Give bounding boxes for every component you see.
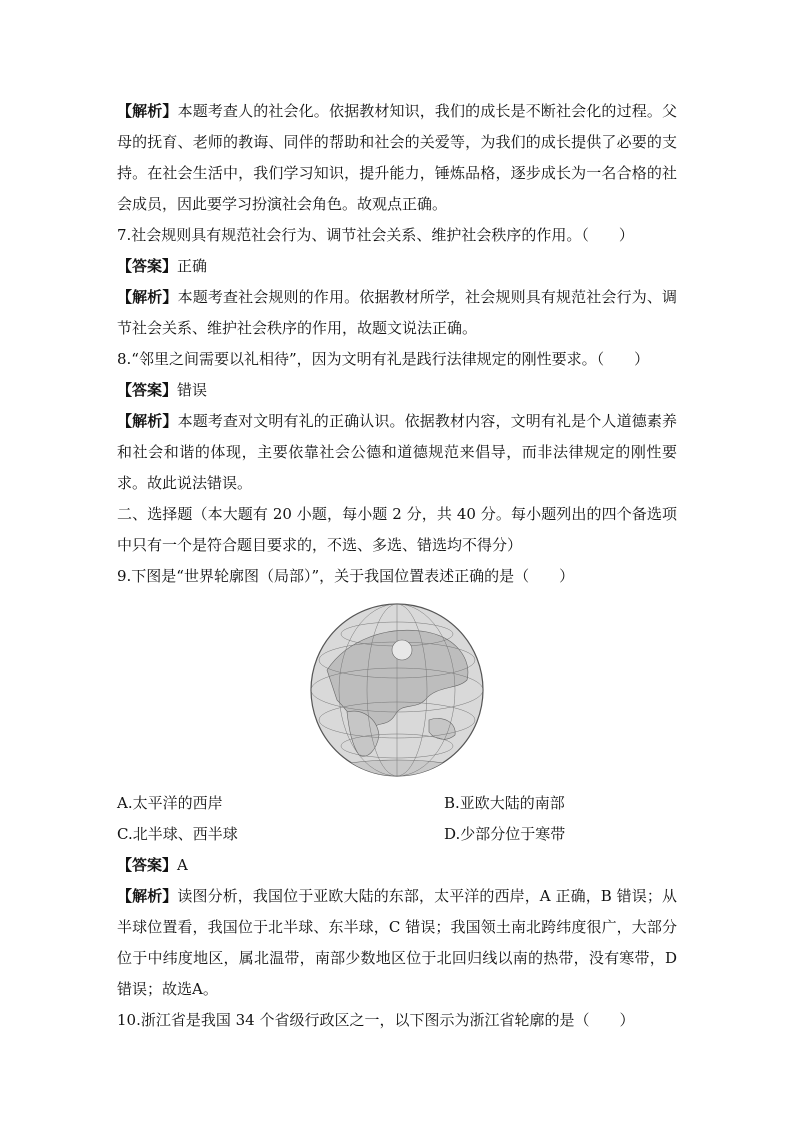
option-b: B.亚欧大陆的南部: [444, 794, 565, 812]
question-9: 9.下图是“世界轮廓图（局部）”，关于我国位置表述正确的是（ ）: [117, 567, 575, 585]
option-d: D.少部分位于寒带: [444, 825, 566, 843]
answer-8: 【答案】错误: [117, 381, 208, 399]
answer-9: 【答案】A: [117, 856, 188, 874]
analysis-9: 【解析】读图分析，我国位于亚欧大陆的东部，太平洋的西岸，A 正确，B 错误；从半球位置看，我国位于北半球、东半球，C 错误；我国领土南北跨纬度很广，大部分位于中纬度地区，属北温带，南部少数地区位于北回归线以南的热带，没有寒带，D 错误；故选A。: [117, 887, 677, 998]
question-10: 10.浙江省是我国 34 个省级行政区之一，以下图示为浙江省轮廓的是（ ）: [117, 1011, 635, 1029]
option-a: A.太平洋的西岸: [117, 794, 223, 812]
analysis-6: 【解析】本题考查人的社会化。依据教材知识，我们的成长是不断社会化的过程。父母的抚育、老师的教诲、同伴的帮助和社会的关爱等，为我们的成长提供了必要的支持。在社会生活中，我们学习知识，提升能力，锤炼品格，逐步成长为一名合格的社会成员，因此要学习扮演社会角色。故观点正确。: [117, 102, 677, 213]
options-q9: [117, 788, 677, 850]
section-2-heading: 二、选择题（本大题有 20 小题，每小题 2 分，共 40 分。每小题列出的四个备选项中只有一个是符合题目要求的，不选、多选、错选均不得分）: [117, 505, 677, 554]
answer-7: 【答案】正确: [117, 257, 208, 275]
question-7: 7.社会规则具有规范社会行为、调节社会关系、维护社会秩序的作用。（ ）: [117, 226, 634, 244]
document-page: [117, 96, 677, 1036]
analysis-7: 【解析】本题考查社会规则的作用。依据教材所学，社会规则具有规范社会行为、调节社会关系、维护社会秩序的作用，故题文说法正确。: [117, 288, 677, 337]
analysis-8: 【解析】本题考查对文明有礼的正确认识。依据教材内容，文明有礼是个人道德素养和社会和谐的体现，主要依靠社会公德和道德规范来倡导，而非法律规定的刚性要求。故此说法错误。: [117, 412, 677, 492]
option-c: C.北半球、西半球: [117, 825, 238, 843]
globe-map-figure: [307, 600, 487, 780]
question-8: 8.“邻里之间需要以礼相待”，因为文明有礼是践行法律规定的刚性要求。（ ）: [117, 350, 650, 368]
